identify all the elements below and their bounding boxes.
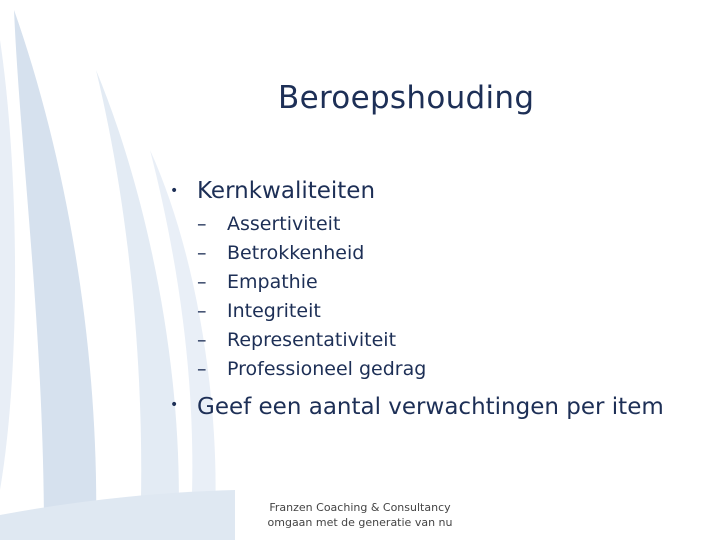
sub-bullet-text: Representativiteit — [227, 329, 397, 351]
dash-icon: – — [197, 271, 207, 293]
bullet-dot-icon: • — [170, 397, 179, 413]
sub-bullet-item — [170, 268, 690, 297]
sub-bullet-item — [170, 355, 690, 384]
bullet-dot-icon: • — [170, 183, 179, 199]
sub-bullet-list — [170, 210, 690, 384]
sub-bullet-text: Betrokkenheid — [227, 242, 365, 264]
dash-icon: – — [197, 358, 207, 380]
dash-icon: – — [197, 300, 207, 322]
footer-company: Franzen Coaching & Consultancy — [269, 501, 451, 514]
bullet-verwachtingen — [170, 390, 690, 424]
sub-bullet-text: Integriteit — [227, 300, 321, 322]
sail-stripe-left — [0, 40, 15, 490]
bullet-text: Geef een aantal verwachtingen per item — [197, 394, 664, 420]
bullet-text: Kernkwaliteiten — [197, 178, 376, 204]
footer-tagline: omgaan met de generatie van nu — [267, 516, 453, 529]
sub-bullet-text: Assertiviteit — [227, 213, 341, 235]
dash-icon: – — [197, 329, 207, 351]
sub-bullet-text: Professioneel gedrag — [227, 358, 427, 380]
sail-stripe-1 — [14, 10, 96, 535]
dash-icon: – — [197, 242, 207, 264]
sub-bullet-text: Empathie — [227, 271, 318, 293]
sub-bullet-item — [170, 210, 690, 239]
sail-stripe-2 — [96, 70, 179, 535]
sub-bullet-item — [170, 297, 690, 326]
sub-bullet-item — [170, 239, 690, 268]
dash-icon: – — [197, 213, 207, 235]
sub-bullet-item — [170, 326, 690, 355]
bullet-list — [170, 176, 690, 424]
bullet-kernkwaliteiten — [170, 176, 690, 206]
slide-footer — [240, 500, 480, 530]
sail-hull — [0, 490, 235, 540]
slide-title: Beroepshouding — [278, 80, 535, 116]
